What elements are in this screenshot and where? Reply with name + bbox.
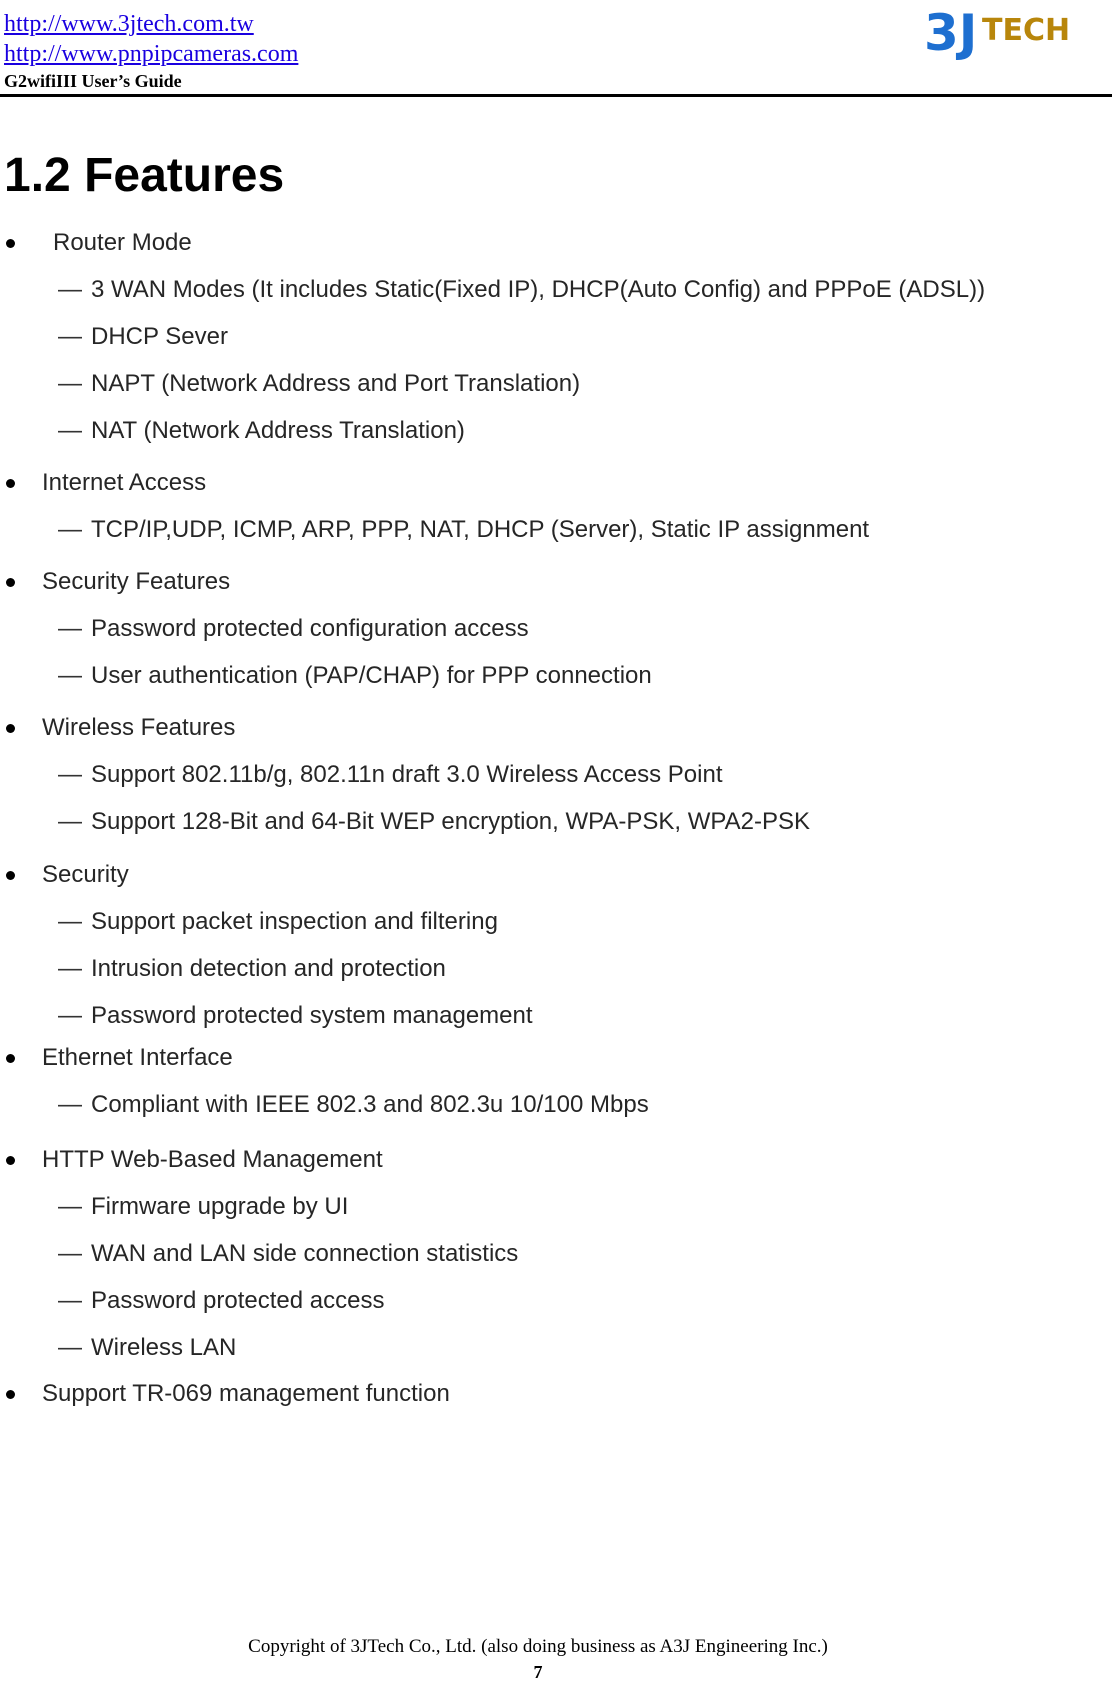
feature-label: Router Mode xyxy=(53,229,192,256)
feature-subitem-text: Wireless LAN xyxy=(91,1334,237,1361)
page-header xyxy=(0,0,1112,98)
bullet-dot-icon xyxy=(6,1390,15,1399)
website-link-pnpipcameras[interactable]: http://www.pnpipcameras.com xyxy=(4,41,299,67)
feature-subitem-text: Intrusion detection and protection xyxy=(91,955,446,982)
feature-subitem-text: DHCP Sever xyxy=(91,323,228,350)
bullet-dot-icon xyxy=(6,1054,15,1063)
feature-subitem-text: Compliant with IEEE 802.3 and 802.3u 10/100 Mbps xyxy=(91,1091,649,1118)
3jtech-logo xyxy=(922,2,1071,62)
feature-subitem-text: NAPT (Network Address and Port Translation) xyxy=(91,370,581,397)
dash-icon: — xyxy=(58,1334,82,1361)
dash-icon: — xyxy=(58,417,82,444)
svg-text:TECH: TECH xyxy=(982,13,1071,48)
bullet-dot-icon xyxy=(6,578,15,587)
dash-icon: — xyxy=(58,1193,82,1220)
dash-icon: — xyxy=(58,955,82,982)
feature-subitem-text: Password protected access xyxy=(91,1287,385,1314)
feature-label: Ethernet Interface xyxy=(42,1044,233,1071)
dash-icon: — xyxy=(58,1002,82,1029)
copyright-footer: Copyright of 3JTech Co., Ltd. (also doing business as A3J Engineering Inc.) xyxy=(248,1636,828,1657)
feature-label: HTTP Web-Based Management xyxy=(42,1146,383,1173)
header-rule xyxy=(0,94,1112,97)
bullet-dot-icon xyxy=(6,479,15,488)
dash-icon: — xyxy=(58,516,82,543)
dash-icon: — xyxy=(58,662,82,689)
feature-subitem-text: Password protected system management xyxy=(91,1002,533,1029)
feature-label: Wireless Features xyxy=(42,714,236,741)
feature-label: Security Features xyxy=(42,568,231,595)
dash-icon: — xyxy=(58,370,82,397)
svg-text:3J: 3J xyxy=(924,4,978,62)
feature-subitem-text: Support 802.11b/g, 802.11n draft 3.0 Wireless Access Point xyxy=(91,761,723,788)
feature-subitem-text: Password protected configuration access xyxy=(91,615,529,642)
dash-icon: — xyxy=(58,323,82,350)
feature-subitem-text: Support packet inspection and filtering xyxy=(91,908,498,935)
bullet-dot-icon xyxy=(6,1156,15,1165)
bullet-dot-icon xyxy=(6,871,15,880)
feature-subitem-text: NAT (Network Address Translation) xyxy=(91,417,465,444)
feature-label: Security xyxy=(42,861,129,888)
feature-label: Internet Access xyxy=(42,469,207,496)
feature-subitem-text: Support 128-Bit and 64-Bit WEP encryption, WPA-PSK, WPA2-PSK xyxy=(91,808,810,835)
page-number: 7 xyxy=(533,1662,543,1682)
dash-icon: — xyxy=(58,908,82,935)
feature-label: Support TR-069 management function xyxy=(42,1380,450,1407)
guide-title: G2wifiIII User’s Guide xyxy=(4,71,182,91)
bullet-dot-icon xyxy=(6,724,15,733)
feature-subitem-text: Firmware upgrade by UI xyxy=(91,1193,349,1220)
feature-subitem-text: TCP/IP,UDP, ICMP, ARP, PPP, NAT, DHCP (Server), Static IP assignment xyxy=(91,516,870,543)
website-link-3jtech[interactable]: http://www.3jtech.com.tw xyxy=(4,11,254,37)
dash-icon: — xyxy=(58,761,82,788)
feature-subitem-text: WAN and LAN side connection statistics xyxy=(91,1240,519,1267)
bullet-dot-icon xyxy=(6,239,15,248)
feature-subitem-text: User authentication (PAP/CHAP) for PPP connection xyxy=(91,662,652,689)
dash-icon: — xyxy=(58,1287,82,1314)
feature-subitem-text: 3 WAN Modes (It includes Static(Fixed IP), DHCP(Auto Config) and PPPoE (ADSL)) xyxy=(91,276,986,303)
section-title: 1.2 Features xyxy=(4,149,285,202)
dash-icon: — xyxy=(58,1091,82,1118)
dash-icon: — xyxy=(58,615,82,642)
dash-icon: — xyxy=(58,808,82,835)
dash-icon: — xyxy=(58,276,82,303)
dash-icon: — xyxy=(58,1240,82,1267)
